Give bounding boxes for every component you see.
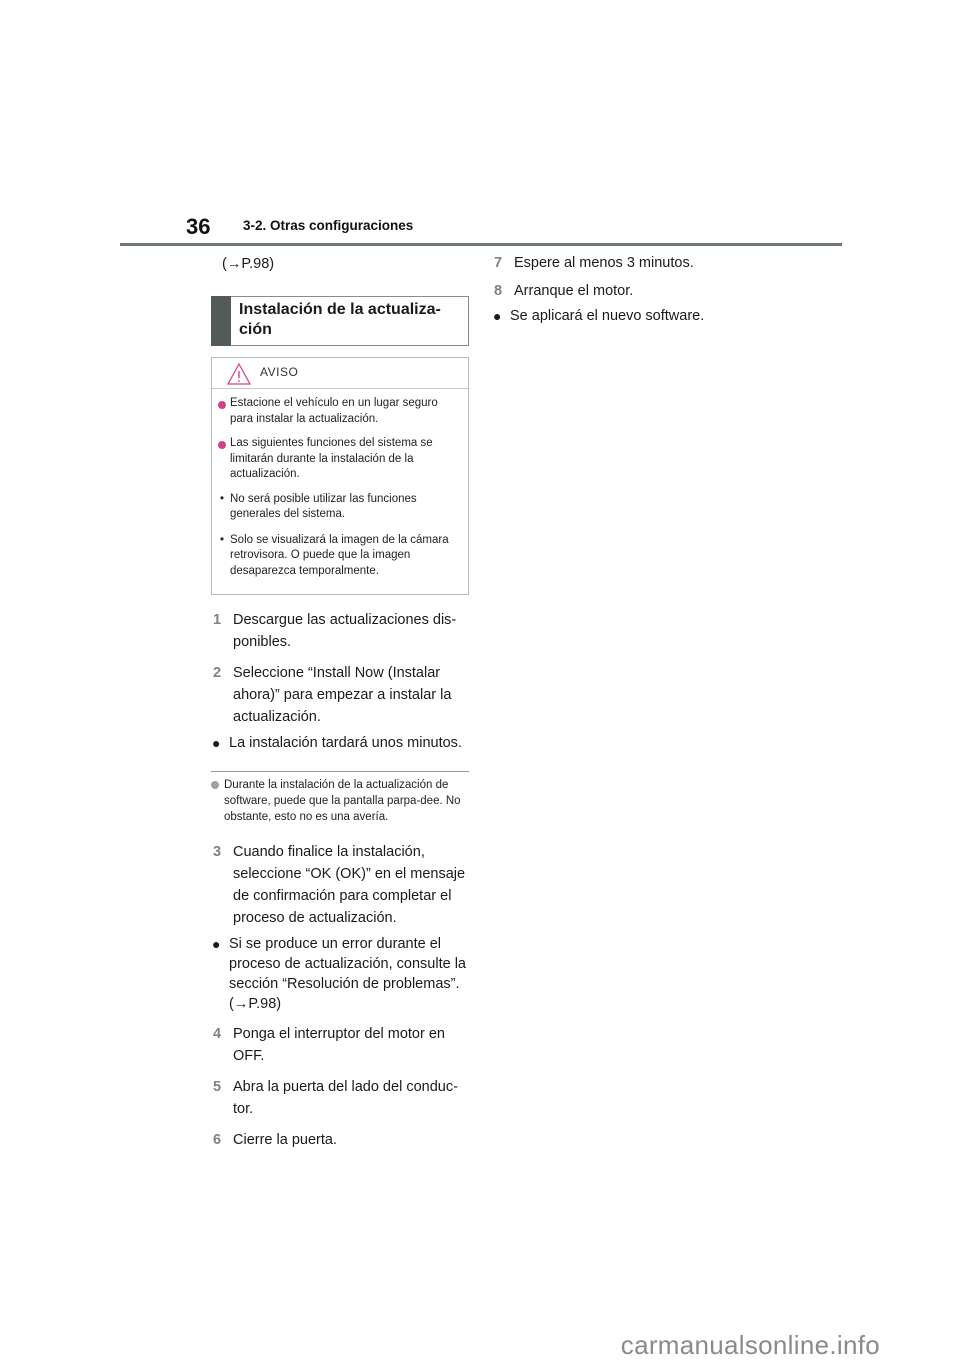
step-number: 3 bbox=[213, 844, 222, 860]
watermark: carmanualsonline.info bbox=[620, 1330, 880, 1360]
step-text: Cierre la puerta. bbox=[233, 1132, 337, 1148]
step-item bbox=[211, 609, 469, 653]
step-number: 7 bbox=[494, 255, 503, 271]
bullet-item bbox=[211, 934, 469, 1014]
warning-body bbox=[212, 389, 468, 594]
page-number: 36 bbox=[186, 214, 211, 239]
step-item bbox=[211, 1076, 469, 1120]
info-note bbox=[211, 777, 469, 825]
section-header: 3-2. Otras configuraciones bbox=[243, 218, 414, 233]
step-list bbox=[211, 1023, 469, 1151]
step-text: Arranque el motor. bbox=[514, 283, 634, 299]
step-number: 2 bbox=[213, 665, 222, 681]
section-title-box bbox=[211, 296, 469, 346]
small-bullet-icon: • bbox=[220, 492, 225, 505]
bullet-icon: ● bbox=[493, 308, 502, 324]
bullet-item bbox=[211, 733, 469, 753]
bullet-text: La instalación tardará unos minutos. bbox=[229, 735, 462, 751]
step-item bbox=[492, 280, 752, 302]
step-text: Descargue las actualizaciones dis-ponibles. bbox=[233, 612, 457, 650]
warning-sub-item bbox=[216, 533, 458, 580]
step-text: Abra la puerta del lado del conduc-tor. bbox=[233, 1079, 458, 1117]
step-list bbox=[211, 609, 469, 728]
step-number: 1 bbox=[213, 612, 222, 628]
warning-item bbox=[216, 436, 458, 483]
step-item bbox=[211, 1129, 469, 1151]
warning-box bbox=[211, 357, 469, 595]
header-rule bbox=[120, 243, 842, 246]
step-number: 4 bbox=[213, 1026, 222, 1042]
step-text: Espere al menos 3 minutos. bbox=[514, 255, 694, 271]
note-divider bbox=[211, 771, 469, 772]
page-reference[interactable]: (→P.98) bbox=[222, 256, 275, 272]
bullet-item bbox=[492, 306, 752, 326]
step-text: Ponga el interruptor del motor en OFF. bbox=[233, 1026, 445, 1064]
step-text: Cuando finalice la instalación, seleccione “OK (OK)” en el mensaje de confirmación para completar el proceso de actualización. bbox=[233, 844, 466, 926]
left-column bbox=[211, 252, 469, 1151]
pink-bullet-icon bbox=[218, 441, 226, 449]
bullet-text: Si se produce un error durante el proceso de actualización, consulte la sección “Resolución de problemas”. (→P.98) bbox=[229, 936, 466, 1012]
warning-sub-item bbox=[216, 492, 458, 523]
warning-sub-item-text: Solo se visualizará la imagen de la cámara retrovisora. O puede que la imagen desaparezca temporalmente. bbox=[230, 533, 449, 577]
pink-bullet-icon bbox=[218, 401, 226, 409]
warning-item bbox=[216, 396, 458, 427]
bullet-icon: ● bbox=[212, 936, 221, 952]
warning-header bbox=[212, 358, 468, 389]
small-bullet-icon: • bbox=[220, 533, 225, 546]
step-list bbox=[211, 841, 469, 929]
step-item bbox=[211, 841, 469, 929]
section-title: Instalación de la actualiza-ción bbox=[239, 301, 441, 338]
warning-item-text: Las siguientes funciones del sistema se limitarán durante la instalación de la actualización. bbox=[230, 437, 433, 480]
step-item bbox=[211, 1023, 469, 1067]
gray-bullet-icon bbox=[211, 781, 219, 789]
note-text: Durante la instalación de la actualización de software, puede que la pantalla parpa-dee. No obstante, esto no es una avería. bbox=[224, 779, 461, 823]
warning-title: AVISO bbox=[260, 365, 299, 379]
step-number: 5 bbox=[213, 1079, 222, 1095]
step-number: 8 bbox=[494, 283, 503, 299]
warning-item-text: Estacione el vehículo en un lugar seguro para instalar la actualización. bbox=[230, 397, 438, 425]
bullet-icon: ● bbox=[212, 735, 221, 751]
bullet-text: Se aplicará el nuevo software. bbox=[510, 308, 705, 324]
step-number: 6 bbox=[213, 1132, 222, 1148]
step-text: Seleccione “Install Now (Instalar ahora)” para empezar a instalar la actualización. bbox=[233, 665, 452, 725]
step-item bbox=[492, 252, 752, 274]
warning-sub-item-text: No será posible utilizar las funciones generales del sistema. bbox=[230, 492, 417, 520]
step-item bbox=[211, 662, 469, 728]
right-column bbox=[492, 252, 752, 326]
title-bar bbox=[211, 296, 231, 346]
warning-triangle-icon bbox=[227, 363, 251, 385]
